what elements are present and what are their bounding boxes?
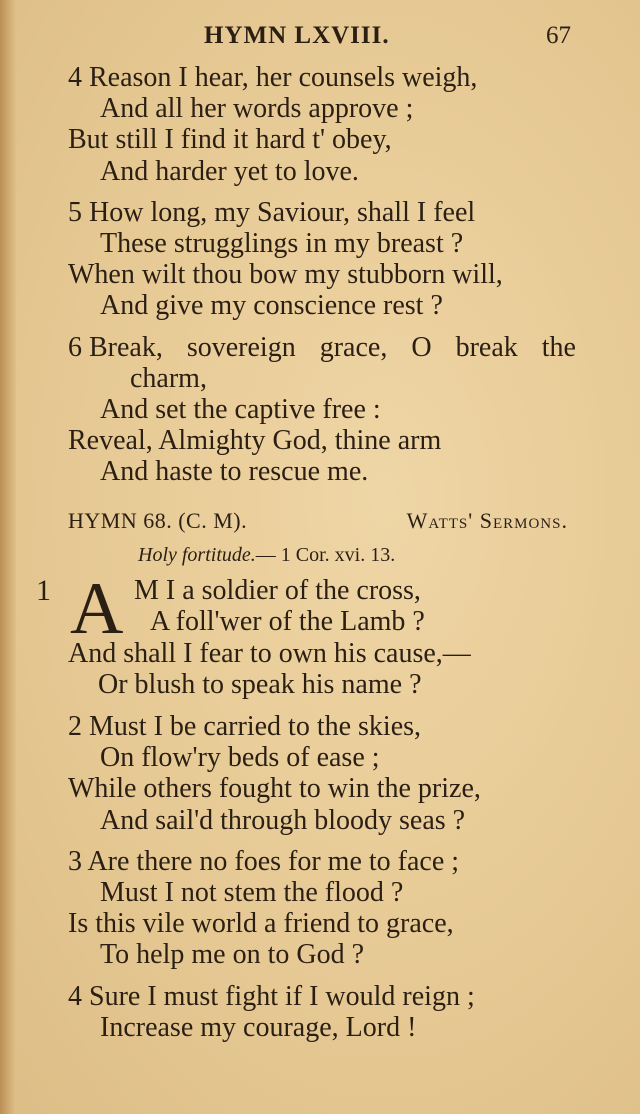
verse-line: To help me on to God ? bbox=[100, 939, 364, 971]
stanza-4 bbox=[68, 981, 598, 1043]
page-spine-edge bbox=[0, 0, 16, 1114]
stanza-1 bbox=[36, 568, 598, 701]
verse-line: And give my conscience rest ? bbox=[100, 290, 443, 322]
verse-line: These strugglings in my breast ? bbox=[100, 228, 464, 260]
running-head bbox=[0, 22, 640, 52]
stanza-3 bbox=[68, 846, 598, 971]
verse-line: And shall I fear to own his cause,— bbox=[68, 638, 471, 669]
verse-word: the bbox=[541, 331, 576, 363]
stanza-number: 1 bbox=[36, 574, 51, 607]
verse-line: And all her words approve ; bbox=[100, 93, 414, 125]
verse-line-runover: charm, bbox=[130, 362, 207, 394]
page-number: 67 bbox=[546, 22, 571, 49]
verse-line: 4 Reason I hear, her counsels weigh, bbox=[68, 62, 478, 93]
verse-line: 4 Sure I must fight if I would reign ; bbox=[68, 980, 475, 1012]
stanza-5 bbox=[68, 197, 598, 322]
hymn-67-continued bbox=[68, 62, 598, 498]
verse-word: O bbox=[411, 331, 432, 363]
running-title: HYMN LXVIII. bbox=[204, 22, 390, 49]
hymn-number-meter: HYMN 68. (C. M). bbox=[68, 508, 248, 533]
verse-line: A foll'wer of the Lamb ? bbox=[150, 606, 425, 637]
hymn-heading bbox=[68, 508, 568, 534]
verse-line: When wilt thou bow my stubborn will, bbox=[68, 259, 503, 291]
verse-line: While others fought to win the prize, bbox=[68, 773, 481, 805]
verse-word: grace, bbox=[319, 331, 388, 363]
drop-cap: A bbox=[70, 568, 124, 650]
verse-line: 5 How long, my Saviour, shall I feel bbox=[68, 196, 476, 228]
verse-word: 6 Break, bbox=[68, 331, 163, 363]
verse-line: Must I not stem the flood ? bbox=[100, 877, 404, 909]
verse-word: sovereign bbox=[186, 331, 296, 363]
hymn-theme: Holy fortitude. bbox=[138, 544, 256, 566]
verse-line: And haste to rescue me. bbox=[100, 456, 369, 488]
verse-line: Is this vile world a friend to grace, bbox=[68, 908, 454, 940]
verse-line: Reveal, Almighty God, thine arm bbox=[68, 425, 442, 457]
stanza-4 bbox=[68, 62, 598, 187]
hymn-68-body bbox=[36, 568, 598, 1053]
verse-line: Or blush to speak his name ? bbox=[98, 669, 422, 700]
verse-word: break bbox=[455, 331, 518, 363]
verse-line: But still I find it hard t' obey, bbox=[68, 124, 392, 156]
verse-line: And set the captive free : bbox=[100, 394, 381, 426]
stanza-6 bbox=[68, 332, 598, 488]
verse-line-justified bbox=[68, 332, 576, 363]
stanza-2 bbox=[68, 711, 598, 836]
hymn-source: Watts' Sermons. bbox=[406, 508, 568, 533]
verse-line: 3 Are there no foes for me to face ; bbox=[68, 845, 460, 877]
scripture-reference: — 1 Cor. xvi. 13. bbox=[255, 544, 396, 566]
hymn-subtitle bbox=[138, 544, 395, 567]
verse-line: 2 Must I be carried to the skies, bbox=[68, 711, 422, 742]
verse-line: M I a soldier of the cross, bbox=[134, 575, 421, 606]
verse-line: And sail'd through bloody seas ? bbox=[100, 804, 466, 836]
verse-line: And harder yet to love. bbox=[100, 155, 359, 187]
verse-line: Increase my courage, Lord ! bbox=[100, 1011, 417, 1043]
verse-line: On flow'ry beds of ease ; bbox=[100, 742, 380, 774]
